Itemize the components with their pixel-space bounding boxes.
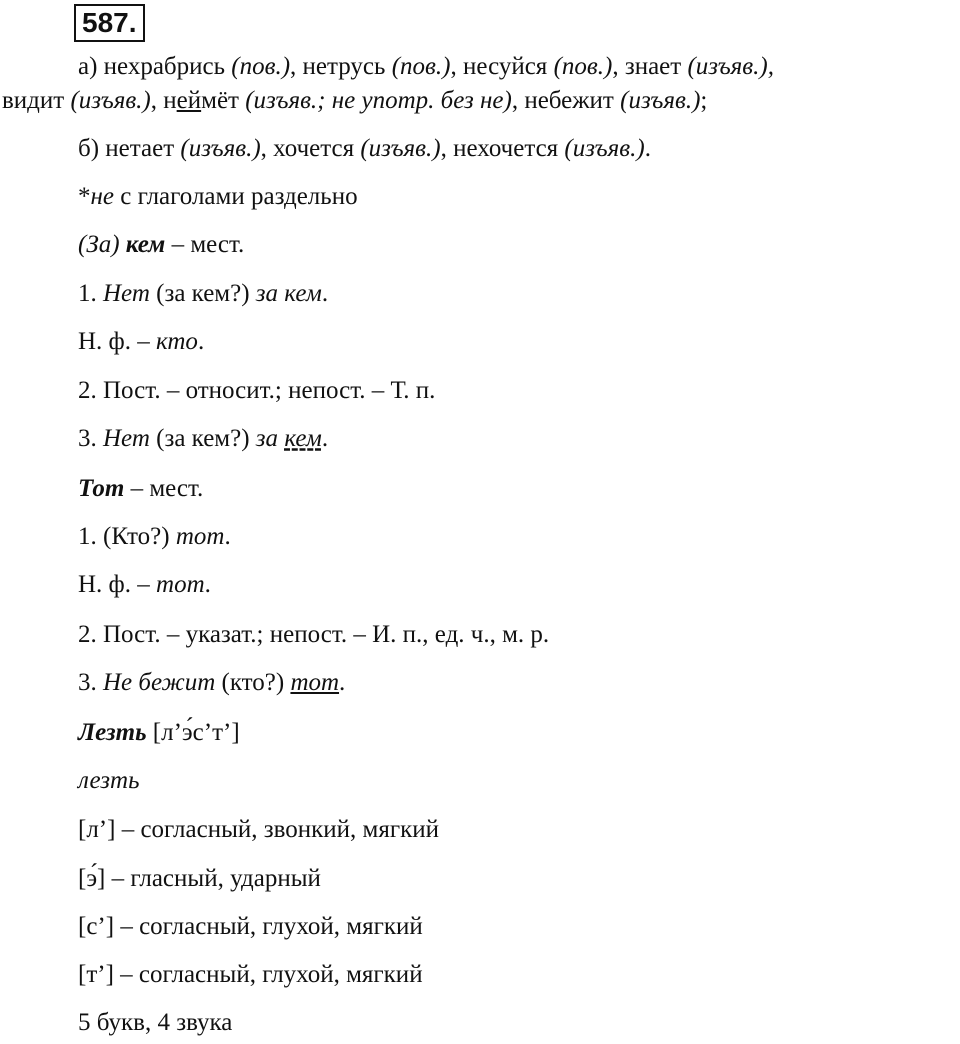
mood-note: (изъяв.) — [620, 87, 701, 114]
text: видит — [2, 87, 71, 114]
mood-note: (изъяв.; не употр. без не) — [245, 87, 512, 114]
text: [л’] – согласный, звонкий, мягкий — [78, 816, 440, 843]
mood-note: (изъяв.), — [687, 53, 774, 80]
text: не — [90, 183, 114, 210]
tot-heading — [78, 474, 203, 504]
text: – мест. — [124, 475, 204, 502]
text: ; — [700, 87, 708, 114]
underlined-word: тот — [290, 669, 340, 696]
tot-item-1 — [78, 522, 231, 552]
text: . — [204, 571, 211, 598]
text: 3. — [78, 425, 103, 452]
text: кем — [125, 231, 166, 258]
phoneme-2 — [78, 864, 321, 894]
text: а) не — [78, 53, 128, 80]
kem-item-1 — [78, 279, 328, 309]
text: , не — [440, 135, 478, 162]
text: (За) — [78, 231, 126, 258]
mood-note: (пов.) — [385, 53, 451, 80]
text: с глаголами раздельно — [114, 183, 358, 210]
text: бежит — [548, 87, 621, 114]
text: . — [197, 328, 205, 355]
text: за — [255, 425, 285, 452]
text: [т’] – согласный, глухой, мягкий — [78, 961, 423, 988]
exercise-number: 587. — [74, 4, 145, 42]
text: [э́] – гласный, ударный — [78, 865, 321, 892]
text: Н. ф. – — [78, 571, 157, 598]
lezt-word — [78, 766, 139, 796]
text: тает — [129, 135, 181, 162]
text: . — [644, 135, 651, 162]
answer-a-line-1 — [78, 52, 774, 82]
text: Нет — [103, 280, 150, 307]
mood-note: (изъяв.) — [564, 135, 645, 162]
text: Тот — [78, 475, 125, 502]
text: кто — [156, 328, 198, 355]
text: храбрись — [127, 53, 226, 80]
phoneme-4 — [78, 960, 423, 990]
text: . — [321, 425, 329, 452]
answer-a-line-2 — [2, 86, 707, 116]
text: . — [321, 280, 329, 307]
mood-note: (изъяв.) — [180, 135, 261, 162]
text: тот — [156, 571, 205, 598]
text: б) не — [78, 135, 130, 162]
mood-note: (пов.) — [225, 53, 291, 80]
text: Лезть — [78, 719, 147, 746]
phoneme-3 — [78, 912, 423, 942]
text: за кем — [255, 280, 322, 307]
tot-initial-form — [78, 570, 211, 600]
phoneme-1 — [78, 815, 439, 845]
text: Н. ф. – — [78, 328, 157, 355]
text: [с’] – согласный, глухой, мягкий — [78, 913, 423, 940]
text: . — [339, 669, 346, 696]
text: , не — [511, 87, 549, 114]
text: , не — [450, 53, 489, 80]
mood-note: (изъяв.) — [70, 87, 151, 114]
text: – мест. — [165, 231, 245, 258]
text: 2. Пост. – относит.; непост. – Т. п. — [78, 377, 436, 404]
text: хочется — [477, 135, 565, 162]
kem-item-2 — [78, 376, 435, 406]
text: * — [78, 183, 91, 210]
mood-note: (пов.) — [547, 53, 613, 80]
text: (кто?) — [215, 669, 291, 696]
underlined-letters: ей — [176, 87, 202, 114]
text: тот — [175, 523, 225, 550]
text: , знает — [612, 53, 688, 80]
text: . — [224, 523, 231, 550]
text: (за кем?) — [149, 280, 256, 307]
text: 1. — [78, 280, 103, 307]
text: суйся — [488, 53, 548, 80]
text: 2. Пост. – указат.; непост. – И. п., ед. ч., м. р. — [78, 621, 550, 648]
answer-b-line — [78, 134, 651, 164]
text: , хочется — [260, 135, 361, 162]
text: , н — [150, 87, 177, 114]
text: Не бежит — [103, 669, 216, 696]
text: 1. (Кто?) — [78, 523, 176, 550]
rule-note — [78, 182, 358, 212]
transcription: [л’э́с’т’] — [146, 719, 240, 746]
mood-note: (изъяв.) — [360, 135, 441, 162]
kem-heading — [78, 230, 244, 260]
text: мёт — [201, 87, 246, 114]
lezt-heading — [78, 718, 240, 748]
tot-item-2 — [78, 620, 549, 650]
text: (за кем?) — [149, 425, 256, 452]
letter-sound-count — [78, 1008, 232, 1038]
text: 3. — [78, 669, 103, 696]
kem-item-3 — [78, 424, 328, 454]
text: Нет — [103, 425, 150, 452]
tot-item-3 — [78, 668, 345, 698]
kem-initial-form — [78, 327, 204, 357]
text: , не — [290, 53, 328, 80]
text: лезть — [78, 767, 140, 794]
text: 5 букв, 4 звука — [78, 1009, 233, 1036]
underlined-word: кем — [284, 425, 322, 452]
text: трусь — [327, 53, 386, 80]
